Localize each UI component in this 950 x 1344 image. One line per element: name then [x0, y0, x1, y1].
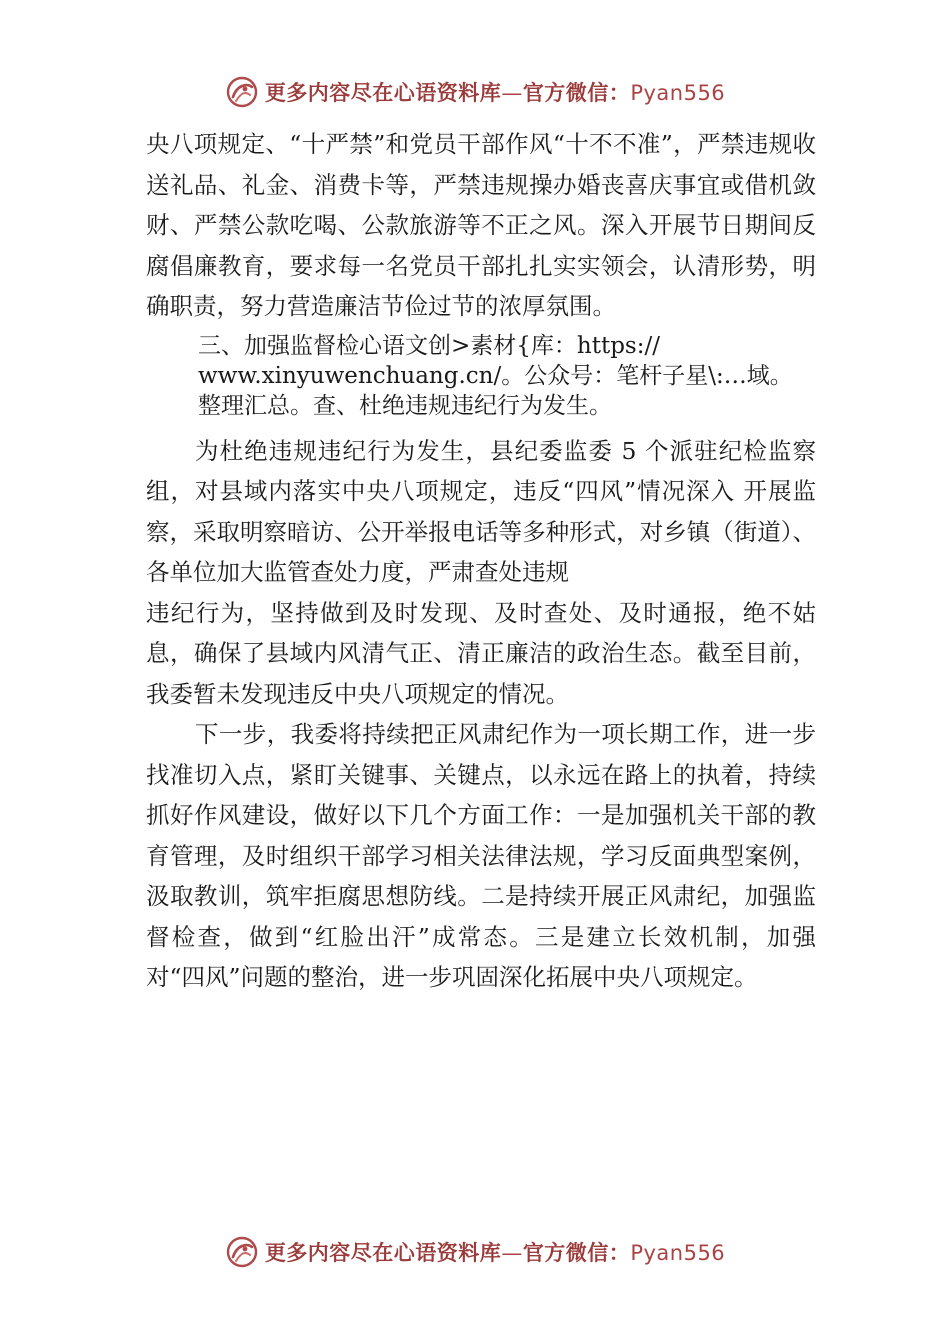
header-brand: 更多内容尽在心语资料库 — [264, 81, 502, 105]
footer-separator: — — [501, 1241, 523, 1265]
header-banner-text — [265, 77, 725, 107]
brand-logo-icon — [225, 75, 259, 109]
footer-brand: 更多内容尽在心语资料库 — [264, 1241, 502, 1265]
paragraph-2b: 违纪行为，坚持做到及时发现、及时查处、及时通报，绝不姑息，确保了县域内风清气正、清正廉洁的政治生态。截至目前，我委暂未发现违反中央八项规定的情况。 — [146, 598, 816, 708]
footer-wechat-id: Pyan556 — [630, 1241, 726, 1265]
header-separator: — — [501, 81, 523, 105]
footer-banner — [0, 1232, 950, 1272]
footer-official: 官方微信： — [522, 1241, 631, 1265]
document-body — [146, 124, 816, 998]
heading-line-1: 三、加强监督检心语文创>素材{库：https:// — [198, 332, 660, 359]
paragraph-2a: 为杜绝违规违纪行为发生，县纪委监委 5 个派驻纪检监察组，对县域内落实中央八项规定，违反“四风”情况深入 开展监察，采取明察暗访、公开举报电话等多种形式，对乡镇（街道）、各单位加大监管查处力度，严肃查处违规 — [146, 436, 816, 586]
header-wechat-id: Pyan556 — [630, 81, 726, 105]
header-official: 官方微信： — [522, 81, 631, 105]
heading-line-3: 整理汇总。查、杜绝违规违纪行为发生。 — [198, 392, 612, 419]
header-banner — [0, 72, 950, 112]
heading-line-2: www.xinyuwenchuang.cn/。公众号：笔杆子星\:…域。 — [198, 362, 793, 389]
footer-banner-text — [265, 1237, 725, 1267]
section-heading-3 — [198, 331, 816, 421]
paragraph-1: 央八项规定、“十严禁”和党员干部作风“十不不准”，严禁违规收送礼品、礼金、消费卡等，严禁违规操办婚丧喜庆事宜或借机敛财、严禁公款吃喝、公款旅游等不正之风。深入开展节日期间反腐倡廉教育，要求每一名党员干部扎扎实实领会，认清形势，明确职责，努力营造廉洁节俭过节的浓厚氛围。 — [146, 130, 816, 320]
paragraph-3: 下一步，我委将持续把正风肃纪作为一项长期工作，进一步找准切入点，紧盯关键事、关键点，以永远在路上的执着，持续抓好作风建设，做好以下几个方面工作：一是加强机关干部的教育管理，及时组织干部学习相关法律法规，学习反面典型案例，汲取教训，筑牢拒腐思想防线。二是持续开展正风肃纪，加强监督检查，做到“红脸出汗”成常态。三是建立长效机制，加强对“四风”问题的整治，进一步巩固深化拓展中央八项规定。 — [146, 720, 816, 991]
brand-logo-icon — [225, 1235, 259, 1269]
